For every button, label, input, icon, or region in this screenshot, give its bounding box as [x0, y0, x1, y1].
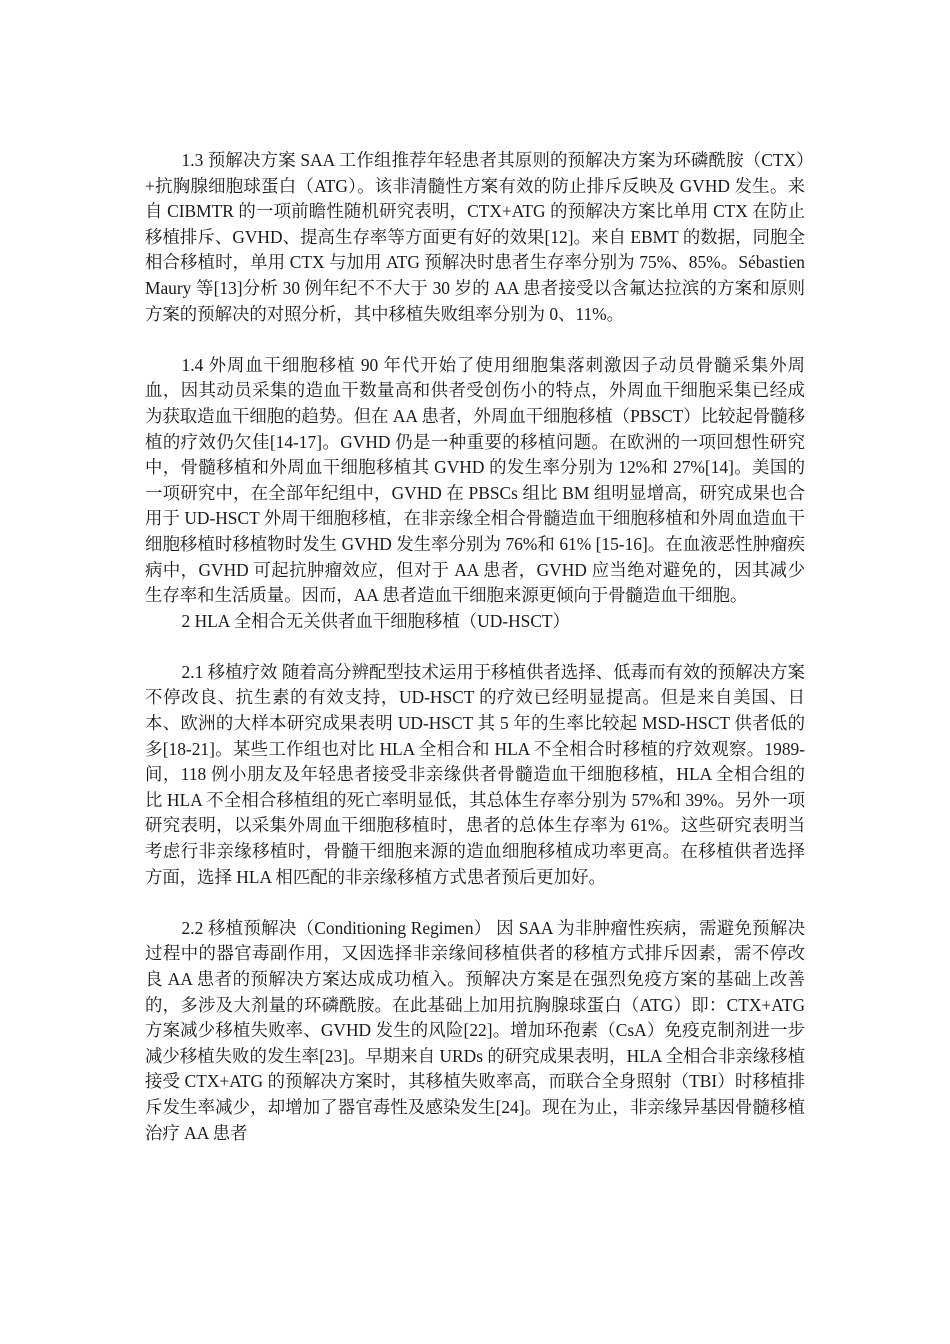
paragraph-2-2-conditioning-regimen: 2.2 移植预解决（Conditioning Regimen） 因 SAA 为非肿瘤性疾病，需避免预解决过程中的器官毒副作用，又因选择非亲缘间移植供者的移植方式排斥因素，需不停改良 AA 患者的预解决方案达成成功植入。预解决方案是在强烈免疫方案的基础上改善的，多涉及大剂量的环磷酰胺。在此基础上加用抗胸腺球蛋白（ATG）即：CTX+ATG 方案减少移植失败率、GVHD 发生的风险[22]。增加环孢素（CsA）免疫克制剂进一步减少移植失败的发生率[23]。早期来自 URDs 的研究成果表明，HLA 全相合非亲缘移植接受 CTX+ATG 的预解决方案时，其移植失败率高，而联合全身照射（TBI）时移植排斥发生率减少，却增加了器官毒性及感染发生[24]。现在为止，非亲缘异基因骨髓移植治疗 AA 患者 — [145, 917, 805, 1143]
paragraph-2-1-transplant-efficacy: 2.1 移植疗效 随着高分辨配型技术运用于移植供者选择、低毒而有效的预解决方案不停改良、抗生素的有效支持，UD-HSCT 的疗效已经明显提高。但是来自美国、日本、欧洲的大样本研究成果表明 UD-HSCT 其 5 年的生率比较起 MSD-HSCT 供者低的多[18-21]。某些工作组也对比 HLA 全相合和 HLA 不全相合时移植的疗效观察。1989-间，118 例小朋友及年轻患者接受非亲缘供者骨髓造血干细胞移植，HLA 全相合组的比 HLA 不全相合移植组的死亡率明显低，其总体生存率分别为 57%和 39%。另外一项研究表明，以采集外周血干细胞移植时，患者的总体生存率为 61%。这些研究表明当考虑行非亲缘移植时，骨髓干细胞来源的造血细胞移植成功率更高。在移植供者选择方面，选择 HLA 相匹配的非亲缘移植方式患者预后更加好。 — [145, 661, 805, 887]
paragraph-1-3-conditioning-regimen: 1.3 预解决方案 SAA 工作组推荐年轻患者其原则的预解决方案为环磷酰胺（CTX）+抗胸腺细胞球蛋白（ATG）。该非清髓性方案有效的防止排斥反映及 GVHD 发生。来自 CIBMTR 的一项前瞻性随机研究表明，CTX+ATG 的预解决方案比单用 CTX 在防止移植排斥、GVHD、提高生存率等方面更有好的效果[12]。来自 EBMT 的数据，同胞全相合移植时，单用 CTX 与加用 ATG 预解决时患者生存率分别为 75%、85%。Sébastien Maury 等[13]分析 30 例年纪不不大于 30 岁的 AA 患者接受以含氟达拉滨的方案和原则方案的预解决的对照分析，其中移植失败组率分别为 0、11%。 — [145, 150, 805, 324]
section-heading-2-ud-hsct: 2 HLA 全相合无关供者血干细胞移植（UD-HSCT） — [181, 610, 570, 631]
document-body — [145, 148, 805, 1146]
paragraph-1-4-peripheral-blood-stem-cell: 1.4 外周血干细胞移植 90 年代开始了使用细胞集落刺激因子动员骨髓采集外周血，因其动员采集的造血干数量高和供者受创伤小的特点，外周血干细胞采集已经成为获取造血干细胞的趋势。但在 AA 患者，外周血干细胞移植（PBSCT）比较起骨髓移植的疗效仍欠佳[14-17]。GVHD 仍是一种重要的移植问题。在欧洲的一项回想性研究中，骨髓移植和外周血干细胞移植其 GVHD 的发生率分别为 12%和 27%[14]。美国的一项研究中，在全部年纪组中，GVHD 在 PBSCs 组比 BM 组明显增高，研究成果也合用于 UD-HSCT 外周干细胞移植，在非亲缘全相合骨髓造血干细胞移植和外周血造血干细胞移植时移植物时发生 GVHD 发生率分别为 76%和 61% [15-16]。在血液恶性肿瘤疾病中，GVHD 可起抗肿瘤效应，但对于 AA 患者，GVHD 应当绝对避免的，因其减少生存率和生活质量。因而，AA 患者造血干细胞来源更倾向于骨髓造血干细胞。 — [145, 354, 805, 606]
